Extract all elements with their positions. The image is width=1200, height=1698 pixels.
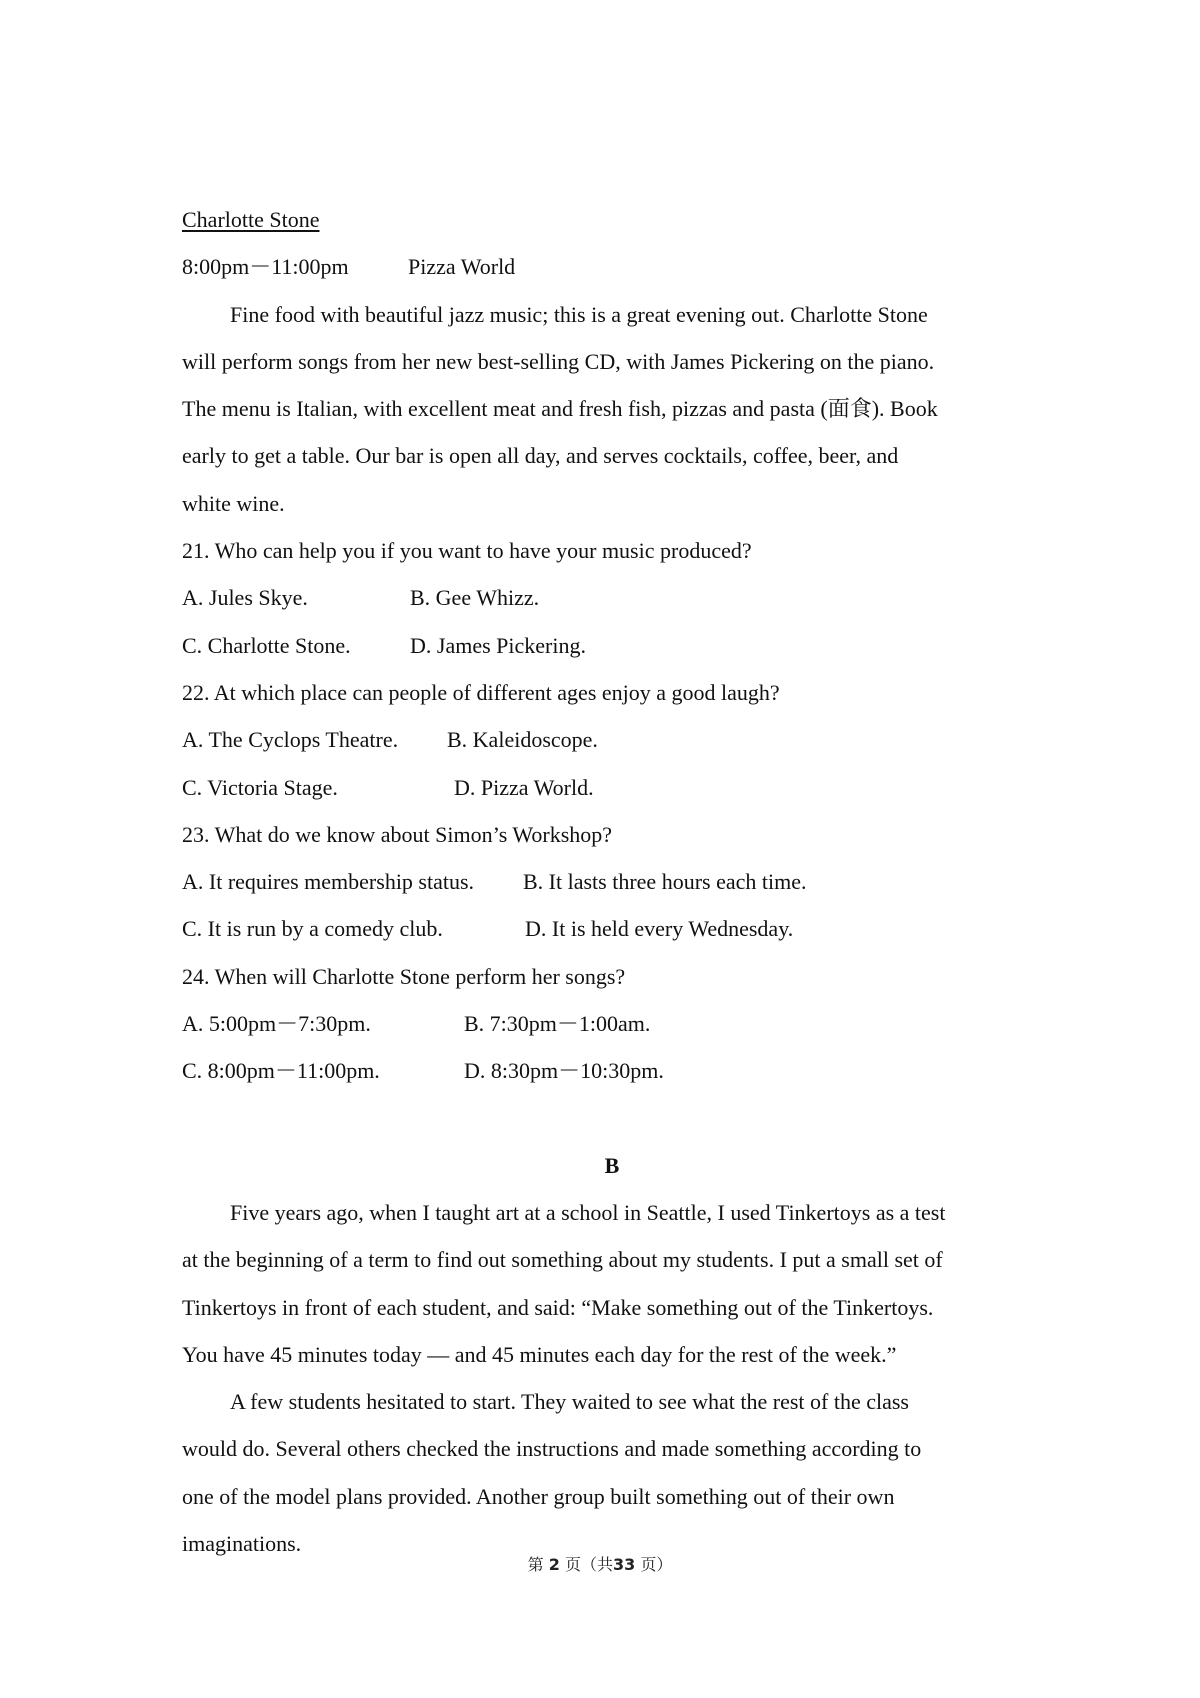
event-venue: Pizza World (408, 254, 516, 280)
paragraph-line: would do. Several others checked the instructions and made something according to (182, 1436, 922, 1462)
section-b-paragraph-2 (182, 1378, 1022, 1567)
question-24 (182, 953, 1022, 1095)
option-d: D. Pizza World. (454, 774, 594, 800)
option-c: C. It is run by a comedy club. (182, 916, 443, 942)
option-row (182, 858, 1022, 905)
option-a: A. Jules Skye. (182, 585, 308, 611)
section-b-paragraph-1 (182, 1189, 1022, 1378)
option-c: C. 8:00pm－11:00pm. (182, 1058, 380, 1084)
option-row (182, 574, 1022, 621)
option-a: A. The Cyclops Theatre. (182, 727, 399, 753)
description-line: white wine. (182, 490, 285, 516)
question-21 (182, 527, 1022, 669)
paragraph-line: A few students hesitated to start. They waited to see what the rest of the class (230, 1389, 909, 1415)
paragraph-line: imaginations. (182, 1531, 302, 1557)
option-c: C. Victoria Stage. (182, 774, 338, 800)
footer-prefix: 第 (527, 1555, 544, 1574)
footer-middle: 页（共 (564, 1555, 613, 1574)
paragraph-line: one of the model plans provided. Another group built something out of their own (182, 1483, 895, 1509)
description-line: will perform songs from her new best-selling CD, with James Pickering on the piano. (182, 348, 935, 374)
event-time: 8:00pm－11:00pm (182, 254, 349, 280)
description-line: early to get a table. Our bar is open all day, and serves cocktails, coffee, beer, and (182, 443, 899, 469)
option-row (182, 716, 1022, 763)
option-a: A. It requires membership status. (182, 869, 475, 895)
current-page-number: 2 (548, 1555, 560, 1574)
option-a: A. 5:00pm－7:30pm. (182, 1011, 371, 1037)
question-stem: 23. What do we know about Simon’s Workshop? (182, 821, 613, 847)
description-line: The menu is Italian, with excellent meat and fresh fish, pizzas and pasta (面食). Book (182, 396, 938, 422)
option-d: D. It is held every Wednesday. (525, 916, 794, 942)
section-b-title: B (604, 1152, 620, 1178)
option-b: B. Kaleidoscope. (447, 727, 598, 753)
description-line: Fine food with beautiful jazz music; this is a great evening out. Charlotte Stone (230, 301, 928, 327)
question-23 (182, 811, 1022, 953)
paragraph-line: at the beginning of a term to find out something about my students. I put a small set of (182, 1247, 943, 1273)
option-row (182, 905, 1022, 952)
option-c: C. Charlotte Stone. (182, 632, 351, 658)
question-stem: 21. Who can help you if you want to have your music produced? (182, 538, 752, 564)
question-22 (182, 669, 1022, 811)
option-d: D. 8:30pm－10:30pm. (464, 1058, 664, 1084)
option-row (182, 1000, 1022, 1047)
option-b: B. 7:30pm－1:00am. (464, 1011, 651, 1037)
option-d: D. James Pickering. (410, 632, 586, 658)
option-b: B. Gee Whizz. (410, 585, 540, 611)
option-row (182, 622, 1022, 669)
footer-suffix: 页） (640, 1555, 673, 1574)
page-footer (0, 1552, 1200, 1575)
question-stem: 24. When will Charlotte Stone perform her songs? (182, 963, 626, 989)
event-name: Charlotte Stone (182, 207, 320, 232)
page-content (182, 196, 1022, 1567)
option-row (182, 764, 1022, 811)
paragraph-line: You have 45 minutes today ― and 45 minutes each day for the rest of the week.” (182, 1341, 897, 1367)
question-stem: 22. At which place can people of different ages enjoy a good laugh? (182, 679, 780, 705)
option-b: B. It lasts three hours each time. (523, 869, 807, 895)
event-description (182, 291, 1022, 527)
option-row (182, 1047, 1022, 1094)
total-page-count: 33 (612, 1555, 636, 1574)
paragraph-line: Five years ago, when I taught art at a school in Seattle, I used Tinkertoys as a test (230, 1199, 946, 1225)
event-time-venue (182, 243, 1022, 290)
paragraph-line: Tinkertoys in front of each student, and said: “Make something out of the Tinkertoys. (182, 1294, 934, 1320)
